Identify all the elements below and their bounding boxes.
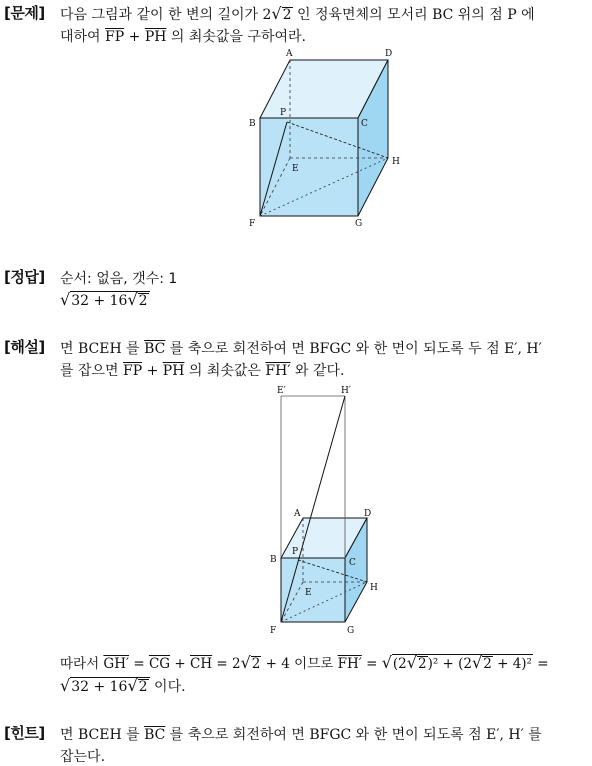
- answer-tag: [정답]: [4, 268, 45, 286]
- fig1-label-g: G: [355, 219, 363, 229]
- fig2-label-p: P: [292, 547, 299, 557]
- fig2-label-h-prime: H′: [341, 386, 351, 396]
- problem-line-1: 다음 그림과 같이 한 변의 길이가 2√2 인 정육면체의 모서리 BC 위의 점 P 에: [60, 4, 535, 23]
- solution-line-2: 를 잡으면 $\overline{FP} + \overline{PH}$ 의 최솟값은 FH′ 와 같다.: [60, 363, 345, 379]
- fig2-label-e-prime: E′: [277, 386, 286, 396]
- answer-line-2: √32 + 16√2: [60, 290, 148, 309]
- fig1-label-p: P: [280, 108, 287, 118]
- fig2-label-d: D: [364, 509, 372, 519]
- problem-line-2: 대하여 $\overline{FP} + \overline{PH}$ 의 최솟값을 구하여라.: [60, 29, 306, 45]
- problem-tag: [문제]: [4, 4, 45, 22]
- fig2-label-c: C: [349, 558, 356, 568]
- fig1-label-h: H: [392, 157, 400, 167]
- hint-line-1: 면 BCEH 를 $\overline{BC}$ 를 축으로 회전하여 면 BFGC 와 한 면이 되도록 점 E′, H′ 를: [60, 727, 542, 743]
- fig1-label-e: E: [292, 164, 299, 174]
- hint-line-2: 잡는다.: [60, 749, 106, 765]
- cube-figure-1: [240, 44, 410, 234]
- fig1-label-c: C: [361, 119, 368, 129]
- fig2-label-f: F: [270, 626, 277, 636]
- fig1-label-a: A: [286, 49, 293, 59]
- solution-tag: [해설]: [4, 338, 45, 356]
- fig1-label-d: D: [385, 49, 393, 59]
- fig2-label-e: E: [305, 588, 312, 598]
- solution-line-3: 따라서 $GH' = \overline{CG} + \overline{CH} = 2√2 + 4$ 이므로 FH′ = √(2√2)² + (2√2 + 4)² =: [60, 653, 549, 672]
- fig1-label-f: F: [249, 219, 256, 229]
- solution-line-1: 면 BCEH 를 $\overline{BC}$ 를 축으로 회전하여 면 BFGC 와 한 면이 되도록 두 점 E′, H′: [60, 341, 542, 357]
- fig2-label-b: B: [270, 555, 277, 565]
- fig1-label-b: B: [249, 119, 256, 129]
- cube-figure-2: [265, 382, 395, 638]
- fig2-label-g: G: [347, 626, 355, 636]
- answer-line-1: 순서: 없음, 갯수: 1: [60, 271, 178, 287]
- fig2-label-h: H: [370, 583, 378, 593]
- hint-tag: [힌트]: [4, 724, 45, 742]
- solution-line-4: √32 + 16√2 이다.: [60, 676, 186, 695]
- fig2-label-a: A: [294, 509, 301, 519]
